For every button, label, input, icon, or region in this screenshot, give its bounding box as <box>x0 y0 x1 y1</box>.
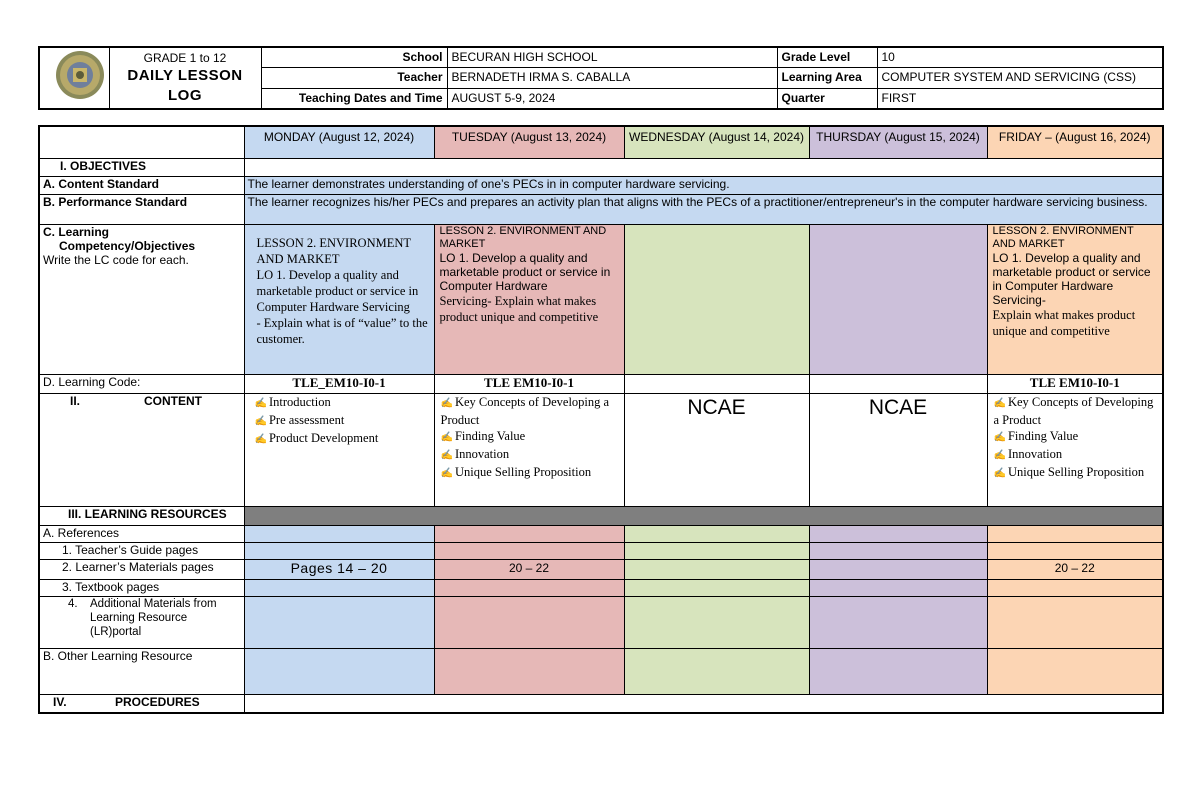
content-list-item-text: Unique Selling Proposition <box>454 464 592 479</box>
content-list-item <box>994 394 1160 428</box>
content-list-item <box>255 430 431 448</box>
additional-materials-friday <box>987 596 1163 648</box>
additional-materials-cell <box>39 596 244 648</box>
learning-area-label: Learning Area <box>777 68 877 88</box>
content-heading: CONTENT <box>144 393 202 408</box>
competency-tuesday <box>434 224 624 374</box>
content-list-item-text: Key Concepts of Developing a Product <box>440 394 610 427</box>
tuesday-explain: Servicing- Explain what makes product unique and competitive <box>439 293 599 324</box>
content-list-item <box>255 394 431 412</box>
learning-code-tuesday: TLE EM10-I0-1 <box>434 374 624 393</box>
school-value: BECURAN HIGH SCHOOL <box>447 47 777 68</box>
grade-level-label: Grade Level <box>777 47 877 68</box>
friday-lo: LO 1. Develop a quality and marketable product or service in Computer Hardware Servicing- <box>992 250 1151 307</box>
additional-materials-monday <box>244 596 434 648</box>
competency-label-cell <box>39 224 244 374</box>
textbook-friday <box>987 579 1163 596</box>
competency-monday <box>244 224 434 374</box>
content-heading-num: II. <box>70 393 81 408</box>
content-list-item-text: Key Concepts of Developing a Product <box>993 394 1154 427</box>
lesson-log-table <box>38 125 1164 714</box>
learning-area-value: COMPUTER SYSTEM AND SERVICING (CSS) <box>877 68 1163 88</box>
grade-range: GRADE 1 to 12 <box>143 51 227 65</box>
teachers-guide-monday <box>244 542 434 559</box>
textbook-thursday <box>809 579 987 596</box>
title-cell <box>109 47 261 109</box>
content-tuesday <box>434 393 624 506</box>
content-friday-list <box>994 394 1160 482</box>
content-wednesday-ncae: NCAE <box>624 393 809 506</box>
procedures-blank <box>244 694 1163 713</box>
learners-materials-label: 2. Learner’s Materials pages <box>39 559 244 579</box>
tuesday-lesson-title: LESSON 2. ENVIRONMENT AND MARKET <box>439 224 607 250</box>
writing-hand-icon: ✍ <box>440 449 453 461</box>
learners-materials-tuesday: 20 – 22 <box>434 559 624 579</box>
friday-explain: Explain what makes product unique and competitive <box>992 307 1136 338</box>
performance-standard-text: The learner recognizes his/her PECs and prepares an activity plan that aligns with the PECs of a practitioner/entrepreneur's in the computer hardware servicing business. <box>244 194 1163 224</box>
teachers-guide-wednesday <box>624 542 809 559</box>
content-list-item-text: Finding Value <box>1007 428 1079 443</box>
quarter-value: FIRST <box>877 88 1163 109</box>
procedures-heading: PROCEDURES <box>115 694 200 709</box>
teacher-value: BERNADETH IRMA S. CABALLA <box>447 68 777 88</box>
references-tuesday <box>434 525 624 542</box>
learning-code-label: D. Learning Code: <box>39 374 244 393</box>
learning-code-wednesday <box>624 374 809 393</box>
day-header-row <box>39 126 1163 158</box>
objectives-blank <box>244 158 1163 176</box>
performance-standard-label: B. Performance Standard <box>39 194 244 224</box>
writing-hand-icon: ✍ <box>440 467 453 479</box>
monday-explain: - Explain what is of “value” to the customer. <box>256 315 428 346</box>
references-label: A. References <box>39 525 244 542</box>
other-resource-tuesday <box>434 648 624 694</box>
monday-lo: LO 1. Develop a quality and marketable product or service in Computer Hardware Servicing <box>256 267 419 314</box>
writing-hand-icon: ✍ <box>440 397 453 409</box>
teachers-guide-tuesday <box>434 542 624 559</box>
references-thursday <box>809 525 987 542</box>
content-list-item-text: Product Development <box>268 430 379 445</box>
textbook-label: 3. Textbook pages <box>39 579 244 596</box>
day-header-wednesday: WEDNESDAY (August 14, 2024) <box>624 126 809 158</box>
other-resource-label: B. Other Learning Resource <box>39 648 244 694</box>
competency-label-1: C. Learning <box>43 224 110 239</box>
content-list-item-text: Unique Selling Proposition <box>1007 464 1145 479</box>
content-list-item-text: Innovation <box>1007 446 1063 461</box>
content-list-item <box>441 446 621 464</box>
day-header-tuesday: TUESDAY (August 13, 2024) <box>434 126 624 158</box>
other-resource-thursday <box>809 648 987 694</box>
writing-hand-icon: ✍ <box>993 449 1006 461</box>
additional-materials-wednesday <box>624 596 809 648</box>
logo-cell <box>39 47 109 109</box>
dates-label: Teaching Dates and Time <box>261 88 447 109</box>
doc-title: DAILY LESSON LOG <box>127 67 243 104</box>
additional-materials-tuesday <box>434 596 624 648</box>
content-list-item-text: Innovation <box>454 446 510 461</box>
content-list-item <box>441 464 621 482</box>
competency-wednesday <box>624 224 809 374</box>
learning-code-monday: TLE_EM10-I0-1 <box>244 374 434 393</box>
content-thursday-ncae: NCAE <box>809 393 987 506</box>
monday-lesson-title: LESSON 2. ENVIRONMENT AND MARKET <box>256 235 411 266</box>
learning-code-friday: TLE EM10-I0-1 <box>987 374 1163 393</box>
content-list-item-text: Finding Value <box>454 428 526 443</box>
learners-materials-wednesday <box>624 559 809 579</box>
content-list-item <box>994 446 1160 464</box>
content-heading-cell <box>39 393 244 506</box>
quarter-label: Quarter <box>777 88 877 109</box>
additional-materials-num: 4. <box>68 597 78 610</box>
teacher-label: Teacher <box>261 68 447 88</box>
textbook-monday <box>244 579 434 596</box>
references-wednesday <box>624 525 809 542</box>
content-list-item-text: Pre assessment <box>268 412 345 427</box>
content-monday-list <box>255 394 431 448</box>
content-friday <box>987 393 1163 506</box>
learners-materials-monday: Pages 14 – 20 <box>244 559 434 579</box>
content-list-item <box>441 394 621 428</box>
textbook-wednesday <box>624 579 809 596</box>
learners-materials-thursday <box>809 559 987 579</box>
other-resource-wednesday <box>624 648 809 694</box>
competency-friday <box>987 224 1163 374</box>
references-friday <box>987 525 1163 542</box>
content-list-item <box>994 428 1160 446</box>
content-list-item <box>994 464 1160 482</box>
day-header-thursday: THURSDAY (August 15, 2024) <box>809 126 987 158</box>
tuesday-lo: LO 1. Develop a quality and marketable product or service in Computer Hardware <box>439 250 611 293</box>
procedures-heading-num: IV. <box>53 694 67 709</box>
content-list-item-text: Introduction <box>268 394 331 409</box>
day-header-friday: FRIDAY – (August 16, 2024) <box>987 126 1163 158</box>
content-monday <box>244 393 434 506</box>
references-monday <box>244 525 434 542</box>
other-resource-friday <box>987 648 1163 694</box>
blank-corner-cell <box>39 126 244 158</box>
textbook-tuesday <box>434 579 624 596</box>
content-standard-text: The learner demonstrates understanding of one’s PECs in in computer hardware servicing. <box>244 176 1163 194</box>
friday-lesson-title: LESSON 2. ENVIRONMENT AND MARKET <box>992 224 1134 250</box>
content-list-item <box>441 428 621 446</box>
writing-hand-icon: ✍ <box>993 431 1006 443</box>
header-table <box>38 46 1164 110</box>
writing-hand-icon: ✍ <box>254 415 267 427</box>
competency-thursday <box>809 224 987 374</box>
learning-code-thursday <box>809 374 987 393</box>
learners-materials-friday: 20 – 22 <box>987 559 1163 579</box>
teachers-guide-friday <box>987 542 1163 559</box>
day-header-monday: MONDAY (August 12, 2024) <box>244 126 434 158</box>
writing-hand-icon: ✍ <box>993 397 1006 409</box>
learning-resources-heading: III. LEARNING RESOURCES <box>39 506 244 525</box>
dates-value: AUGUST 5-9, 2024 <box>447 88 777 109</box>
competency-label-2: Competency/Objectives <box>59 238 196 253</box>
procedures-heading-cell <box>39 694 244 713</box>
grade-level-value: 10 <box>877 47 1163 68</box>
writing-hand-icon: ✍ <box>993 467 1006 479</box>
writing-hand-icon: ✍ <box>440 431 453 443</box>
teachers-guide-label: 1. Teacher’s Guide pages <box>39 542 244 559</box>
other-resource-monday <box>244 648 434 694</box>
objectives-heading: I. OBJECTIVES <box>39 158 244 176</box>
learning-resources-bar <box>244 506 1163 525</box>
additional-materials-thursday <box>809 596 987 648</box>
deped-seal-icon <box>40 48 108 103</box>
content-standard-label: A. Content Standard <box>39 176 244 194</box>
writing-hand-icon: ✍ <box>254 433 267 445</box>
additional-materials-label: Additional Materials from Learning Resource (LR)portal <box>90 597 217 638</box>
content-tuesday-list <box>441 394 621 482</box>
writing-hand-icon: ✍ <box>254 397 267 409</box>
teachers-guide-thursday <box>809 542 987 559</box>
competency-label-3: Write the LC code for each. <box>43 252 189 267</box>
school-label: School <box>261 47 447 68</box>
content-list-item <box>255 412 431 430</box>
